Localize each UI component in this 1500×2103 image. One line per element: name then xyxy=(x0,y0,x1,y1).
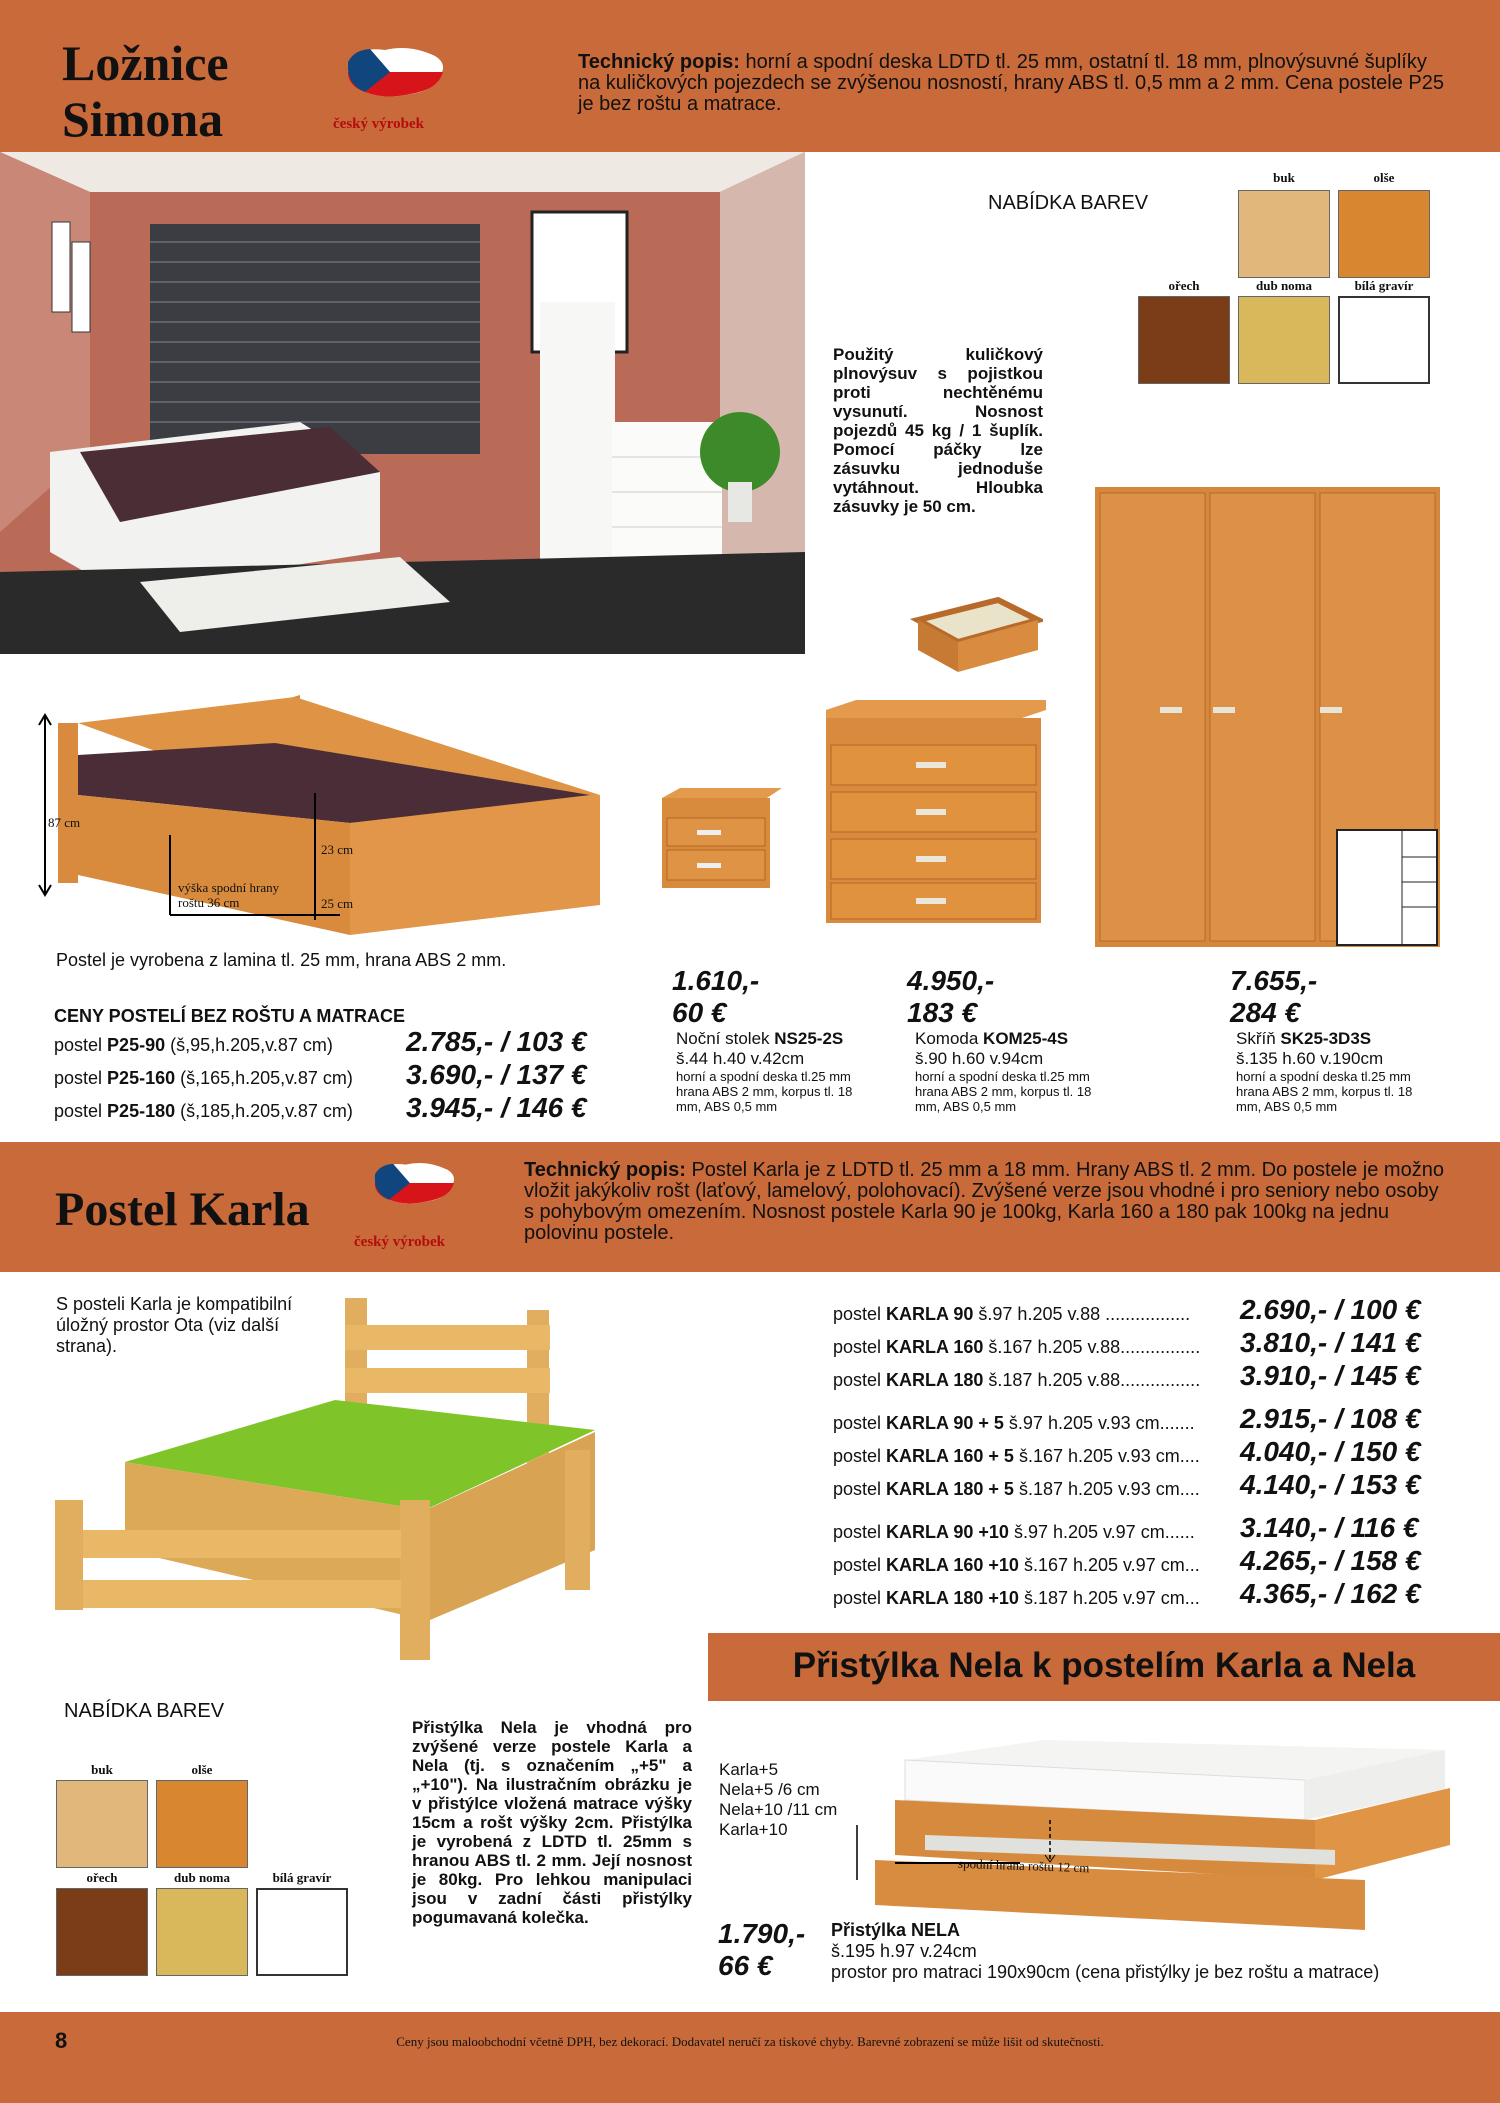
bedroom-photo xyxy=(0,152,805,654)
bed-price-2: 3.690,- / 137 € xyxy=(406,1059,587,1090)
product-commode xyxy=(907,965,1127,1114)
product-wardrobe xyxy=(1230,965,1450,1114)
title-line2: Simona xyxy=(62,91,224,147)
karla-title: Postel Karla xyxy=(55,1183,310,1236)
karla-price-7: 3.140,- / 116 € xyxy=(1240,1512,1419,1543)
product-dims: š.90 h.60 v.94cm xyxy=(915,1049,1044,1068)
nela-desc-text: je vhodná pro zvýšené verze postele Karla a Nela (tj. s označením „+5" a „+10"). Na ilustračním obrázku je v přistýlce vložená matrace výšky 15cm a rošt výšky 2cm. Přistýlka je vyrobená z LDTD tl. 25mm s hranou ABS tl. 2 mm. Její nosnost je 80kg. Pro lehkou manipulaci jsou v zadní části přistýlky pogumavaná kolečka. xyxy=(412,1718,692,1927)
footer-band xyxy=(0,2012,1500,2103)
swatch-label-olse: olše xyxy=(191,1762,213,1777)
nela-label-nela10: Nela+10 /11 cm xyxy=(719,1800,838,1819)
karla-row-1: postel KARLA 90 š.97 h.205 v.88 ................. xyxy=(833,1304,1191,1324)
karla-row-2: postel KARLA 160 š.167 h.205 v.88................ xyxy=(833,1337,1201,1357)
product-price: 4.950,- xyxy=(907,965,995,996)
nela-img-label: spodní hrana roštu 12 cm xyxy=(957,1855,1090,1876)
karla-note: S posteli Karla je kompatibilní úložný prostor Ota (viz další strana). xyxy=(56,1294,293,1356)
nela-info xyxy=(831,1920,1379,1983)
swatch-label-buk: buk xyxy=(91,1762,113,1777)
nightstand-photo xyxy=(662,788,782,893)
swatch-label-olse: olše xyxy=(1373,170,1395,185)
product-price-eur: 60 € xyxy=(672,997,727,1028)
bed-price-3: 3.945,- / 146 € xyxy=(406,1092,587,1123)
product-price-eur: 183 € xyxy=(907,997,978,1028)
bed-row-1: postel P25-90 (š,95,h.205,v.87 cm) xyxy=(54,1035,333,1055)
product-dims: š.135 h.60 v.190cm xyxy=(1236,1049,1384,1068)
nela-desc-title: Přistýlka Nela xyxy=(412,1718,537,1737)
swatch-buk[interactable] xyxy=(56,1780,148,1868)
karla-price-1: 2.690,- / 100 € xyxy=(1240,1294,1421,1325)
nela-price-block xyxy=(718,1918,805,1982)
bed-prices-heading: CENY POSTELÍ BEZ ROŠTU A MATRACE xyxy=(54,1006,406,1026)
karla-row-3: postel KARLA 180 š.187 h.205 v.88................ xyxy=(833,1370,1201,1390)
nela-price-eur: 66 € xyxy=(718,1950,773,1981)
nela-name: Přistýlka NELA xyxy=(831,1920,961,1940)
nela-bed-photo xyxy=(855,1730,1455,1940)
bed-row-3: postel P25-180 (š,185,h.205,v.87 cm) xyxy=(54,1101,353,1121)
swatch-olse[interactable] xyxy=(1338,190,1430,278)
karla-price-2: 3.810,- / 141 € xyxy=(1240,1327,1421,1358)
nela-size-labels xyxy=(719,1760,837,1840)
commode-photo xyxy=(826,700,1046,930)
product-price-eur: 284 € xyxy=(1230,997,1301,1028)
made-in-czech-label: český výrobek xyxy=(354,1234,445,1250)
product-dims: š.44 h.40 v.42cm xyxy=(676,1049,805,1068)
karla-price-9: 4.365,- / 162 € xyxy=(1240,1578,1421,1609)
karla-row-8: postel KARLA 160 +10 š.167 h.205 v.97 cm... xyxy=(833,1555,1200,1575)
swatch-dub-noma[interactable] xyxy=(156,1888,248,1976)
nela-label-nela5: Nela+5 /6 cm xyxy=(719,1780,820,1799)
dim-87cm: 87 cm xyxy=(48,815,81,830)
colors-heading-2: NABÍDKA BAREV xyxy=(64,1700,225,1722)
karla-row-6: postel KARLA 180 + 5 š.187 h.205 v.93 cm.... xyxy=(833,1479,1200,1499)
nela-description xyxy=(412,1718,692,1927)
swatch-olse[interactable] xyxy=(156,1780,248,1868)
tech-text: horní a spodní deska LDTD tl. 25 mm, ostatní tl. 18 mm, plnovýsuvné šuplíky na kuličkových pojezdech se zvýšenou nosností, hrany ABS tl. 0,5 mm a 2 mm. Cena postele P25 je bez roštu a matrace. xyxy=(578,51,1445,115)
karla-price-5: 4.040,- / 150 € xyxy=(1240,1436,1421,1467)
product-name: Noční stolek NS25-2S xyxy=(676,1029,844,1048)
tech-text: Postel Karla je z LDTD tl. 25 mm a 18 mm. Hrany ABS tl. 2 mm. Do postele je možno vložit jakýkoliv rošt (laťový, lamelový, polohovací). Zvýšené verze jsou vhodné i pro seniory nebo osoby s pohybovým omezením. Nosnost postele Karla 90 je 100kg, Karla 160 a 180 pak 100kg na jednu polovinu postele. xyxy=(524,1159,1444,1244)
drawer-note: Použitý kuličkový plnovýsuv s pojistkou proti nechtěnému vysunutí. Nosnost pojezdů 45 kg / 1 šuplík. Pomocí páčky lze zásuvku jednoduše vytáhnout. Hloubka zásuvky je 50 cm. xyxy=(833,345,1043,516)
karla-row-5: postel KARLA 160 + 5 š.167 h.205 v.93 cm.... xyxy=(833,1446,1200,1466)
product-note: horní a spodní deska tl.25 mm hrana ABS 2 mm, korpus tl. 18 mm, ABS 0,5 mm xyxy=(915,1069,1092,1114)
nela-dims: š.195 h.97 v.24cm xyxy=(831,1941,977,1961)
swatch-label-bila-gravir: bílá gravír xyxy=(1354,278,1414,293)
nela-price: 1.790,- xyxy=(718,1918,806,1949)
czech-flag-map-icon xyxy=(368,1158,460,1208)
title-line1: Ložnice xyxy=(62,35,229,91)
bed-price-1: 2.785,- / 103 € xyxy=(406,1026,587,1057)
swatch-orech[interactable] xyxy=(1138,296,1230,384)
page-number: 8 xyxy=(55,2028,68,2053)
colors-heading-1: NABÍDKA BAREV xyxy=(988,192,1149,214)
swatch-label-bila-gravir: bílá gravír xyxy=(272,1870,332,1885)
nela-label-karla10: Karla+10 xyxy=(719,1820,788,1839)
tech-label: Technický popis: xyxy=(578,51,740,73)
karla-row-9: postel KARLA 180 +10 š.187 h.205 v.97 cm... xyxy=(833,1588,1200,1608)
nela-label-karla5: Karla+5 xyxy=(719,1760,779,1779)
swatch-label-dub-noma: dub noma xyxy=(1256,278,1312,293)
dim-23cm: 23 cm xyxy=(321,842,354,857)
karla-price-4: 2.915,- / 108 € xyxy=(1240,1403,1421,1434)
made-in-czech-label: český výrobek xyxy=(333,116,424,132)
karla-tech-description xyxy=(524,1160,1446,1244)
nela-banner-title: Přistýlka Nela k postelím Karla a Nela xyxy=(792,1646,1416,1685)
wardrobe-photo xyxy=(1095,487,1445,947)
product-name: Komoda KOM25-4S xyxy=(915,1029,1069,1048)
product-note: horní a spodní deska tl.25 mm hrana ABS 2 mm, korpus tl. 18 mm, ABS 0,5 mm xyxy=(676,1069,853,1114)
product-price: 1.610,- xyxy=(672,965,760,996)
karla-price-8: 4.265,- / 158 € xyxy=(1240,1545,1421,1576)
swatch-label-buk: buk xyxy=(1273,170,1295,185)
karla-price-3: 3.910,- / 145 € xyxy=(1240,1360,1421,1391)
product-note: horní a spodní deska tl.25 mm hrana ABS 2 mm, korpus tl. 18 mm, ABS 0,5 mm xyxy=(1236,1069,1413,1114)
dim-25cm: 25 cm xyxy=(321,896,354,911)
swatch-buk[interactable] xyxy=(1238,190,1330,278)
product-price: 7.655,- xyxy=(1230,965,1318,996)
bed-row-2: postel P25-160 (š,165,h.205,v.87 cm) xyxy=(54,1068,353,1088)
product-nightstand xyxy=(672,965,882,1114)
tech-label: Technický popis: xyxy=(524,1159,686,1181)
tech-description xyxy=(578,52,1444,115)
nela-space: prostor pro matraci 190x90cm (cena přistýlky je bez roštu a matrace) xyxy=(831,1962,1380,1982)
karla-price-6: 4.140,- / 153 € xyxy=(1240,1469,1421,1500)
drawer-photo xyxy=(908,580,1043,680)
bed-note: Postel je vyrobena z lamina tl. 25 mm, hrana ABS 2 mm. xyxy=(56,950,507,970)
swatch-label-dub-noma: dub noma xyxy=(174,1870,230,1885)
swatch-orech[interactable] xyxy=(56,1888,148,1976)
karla-row-7: postel KARLA 90 +10 š.97 h.205 v.97 cm...... xyxy=(833,1522,1195,1542)
dim-base-label: výška spodní hrany roštu 36 cm xyxy=(178,880,280,910)
swatch-dub-noma[interactable] xyxy=(1238,296,1330,384)
swatch-bila-gravir[interactable] xyxy=(256,1888,348,1976)
swatch-label-orech: ořech xyxy=(86,1870,118,1885)
swatch-label-orech: ořech xyxy=(1168,278,1200,293)
footer-disclaimer: Ceny jsou maloobchodní včetně DPH, bez dekorací. Dodavatel neručí za tiskové chyby. Barevné zobrazení se může lišit od skutečnosti. xyxy=(396,2034,1104,2049)
karla-bed-photo xyxy=(55,1290,755,1670)
swatch-bila-gravir[interactable] xyxy=(1338,296,1430,384)
czech-flag-map-icon xyxy=(340,42,450,102)
karla-row-4: postel KARLA 90 + 5 š.97 h.205 v.93 cm....... xyxy=(833,1413,1195,1433)
product-name: Skříň SK25-3D3S xyxy=(1236,1029,1372,1048)
